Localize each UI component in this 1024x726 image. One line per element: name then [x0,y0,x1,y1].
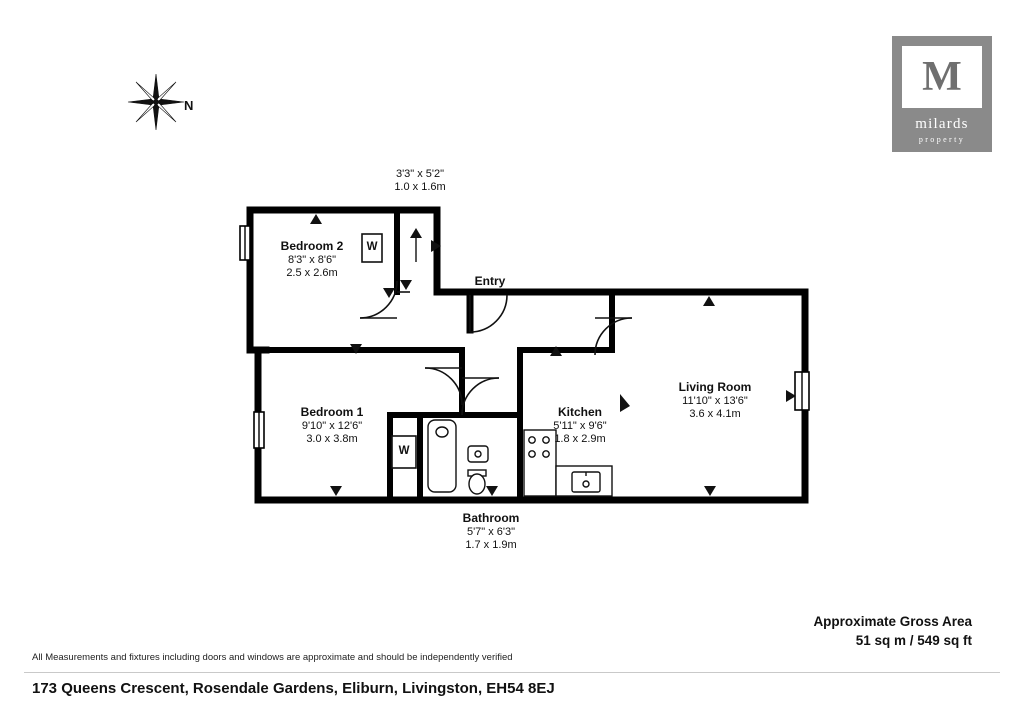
disclaimer-text: All Measurements and fixtures including doors and windows are approximate and should be independently verified [32,652,513,663]
logo-brand-name: milards [915,116,969,132]
wardrobe-label-bedroom-1: W [398,445,410,457]
gross-area-block [813,612,972,650]
wardrobe-label-bedroom-2: W [366,241,378,253]
room-label-bathroom: Bathroom 5'7" x 6'3" 1.7 x 1.9m [462,511,520,551]
gross-area-title: Approximate Gross Area [813,614,972,629]
property-address: 173 Queens Crescent, Rosendale Gardens, Eliburn, Livingston, EH54 8EJ [32,680,555,697]
compass-north-label: N [184,98,194,113]
room-label-bedroom-2: Bedroom 2 8'3" x 8'6" 2.5 x 2.6m [280,239,344,279]
room-label-bedroom-1: Bedroom 1 9'10" x 12'6" 3.0 x 3.8m [300,405,364,445]
room-label-living-room: Living Room 11'10" x 13'6" 3.6 x 4.1m [678,380,752,420]
footer-divider [24,672,1000,673]
logo-letter-m: M [922,54,962,100]
gross-area-value: 51 sq m / 549 sq ft [855,633,972,648]
room-label-hall-cupboard: 3'3" x 5'2" 1.0 x 1.6m [394,168,446,193]
room-label-entry: Entry [474,274,506,288]
logo-brand-sub: property [918,135,966,144]
room-label-kitchen: Kitchen 5'11" x 9'6" 1.8 x 2.9m [553,405,607,445]
